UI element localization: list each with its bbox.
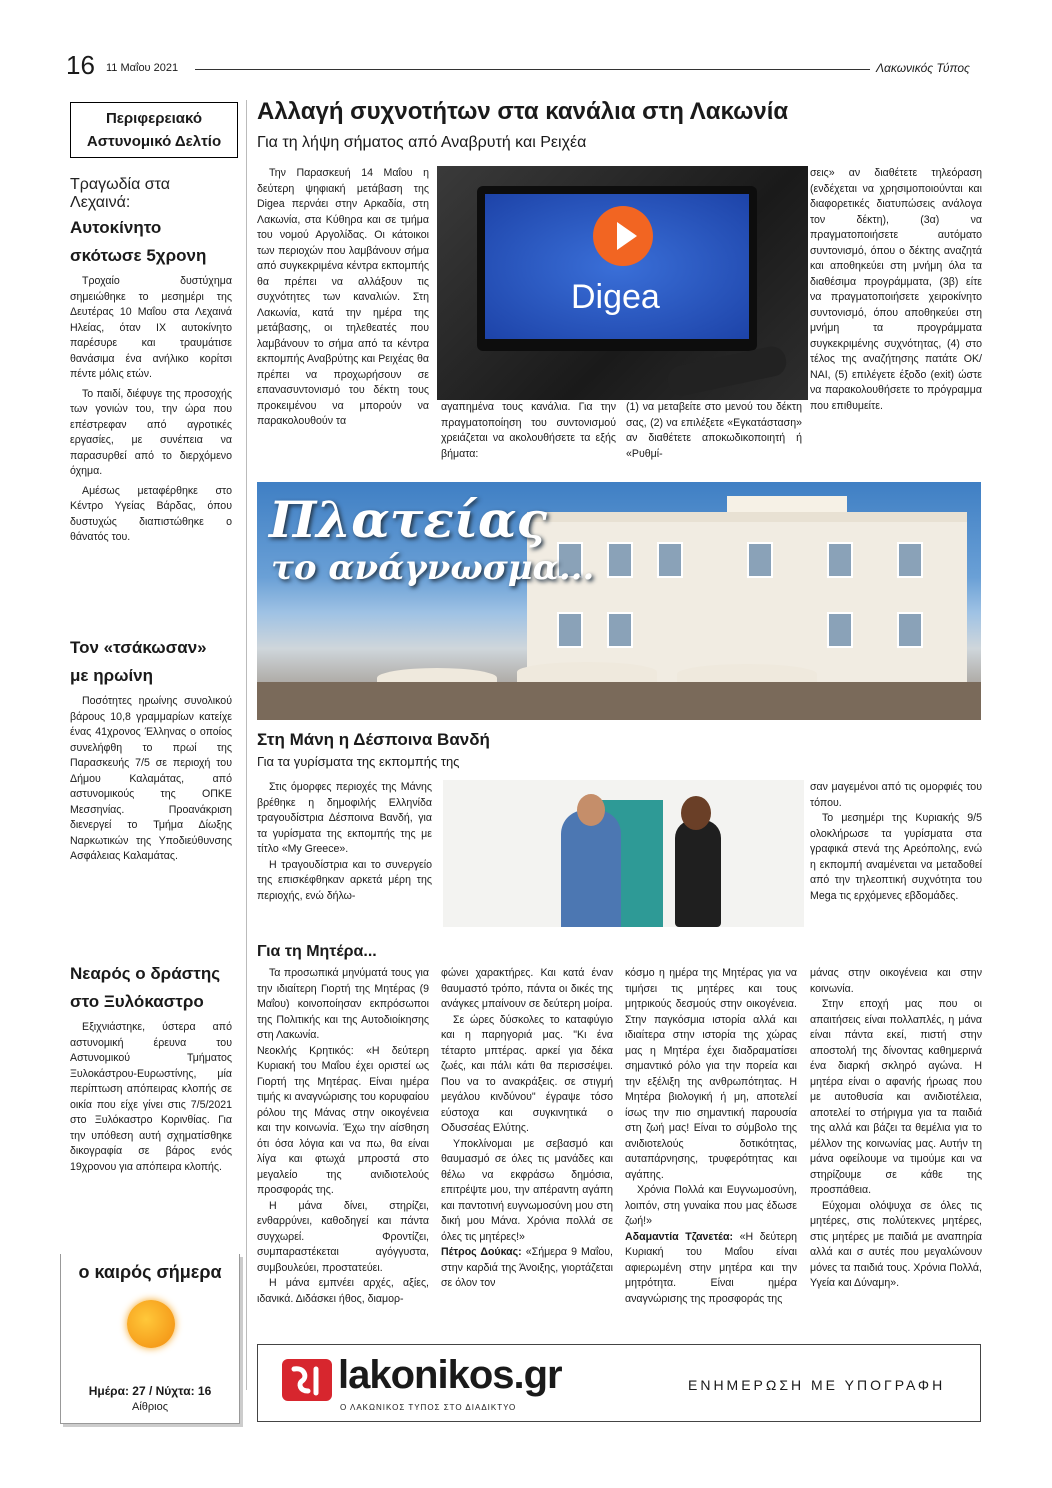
article-title-line: Τον «τσάκωσαν» [70, 638, 207, 657]
building-shape [527, 512, 967, 682]
article-paragraph: Νεοκλής Κρητικός: «Η δεύτερη Κυριακή του Μαΐου έχει οριστεί ως Γιορτή της Μητέρας. Είναι ημέρα τιμής κι αναγνώρισης του κορυφαίου ρόλου της Μάνας στην οικογένεια και την κοινωνία. Έχω την αίσθηση ότι όσα λόγια και να πω, θα είναι λίγα και φτωχά μπροστά στο μεγαλείο της ανιδιοτελούς προσφοράς της. [257, 1044, 429, 1196]
article-title-line: Νεαρός ο δράστης [70, 964, 221, 983]
mothers-headline: Για τη Μητέρα... [257, 943, 377, 960]
mothers-column-4 [810, 966, 982, 1292]
ground-shape [257, 682, 981, 720]
speaker-name: Πέτρος Δούκας: [441, 1246, 522, 1258]
banner-title-line1: Πλατείας [269, 490, 547, 549]
article-paragraph: «Η δεύτερη Κυριακή του Μαΐου είναι αφιερωμένη στην μητέρα και την μητρότητα. Είναι ημέρα αναγνώρισης της προσφοράς της [625, 1230, 797, 1305]
lakonikos-logo-subtitle: Ο ΛΑΚΩΝΙΚΟΣ ΤΥΠΟΣ ΣΤΟ ΔΙΑΔΙΚΤΥΟ [340, 1403, 517, 1412]
lakonikos-logo-icon [282, 1359, 332, 1401]
article-paragraph: Το παιδί, διέφυγε της προσοχής των γονιών του, την ώρα που επέστρεφαν από αγροτικές εργασίες, με συνέπεια να παρασυρθεί από το διερχόμενο όχημα. [70, 387, 232, 477]
article-paragraph: Τροχαίο δυστύχημα σημειώθηκε το μεσημέρι της Δευτέρας 10 Μαΐου στα Λεχαινά Ηλείας, όταν ΙΧ αυτοκίνητο παρέσυρε και τραυμάτισε θανάσιμα ένα ανήλικο κορίτσι πέντε μόλις ετών. [70, 275, 232, 380]
police-article-1 [70, 176, 232, 546]
mani-subhead: Για τα γυρίσματα της εκπομπής της [257, 754, 460, 769]
article-paragraph: Εύχομαι ολόψυχα σε όλες τις μητέρες, στις πολύτεκνες μητέρες, στις μητέρες με παιδιά με αναπηρία αλλά και σ αυτές που μεγαλώνουν μόνες τα παιδιά τους. Χρόνια Πολλά, Υγεία και Δύναμη». [810, 1199, 982, 1289]
article-title-line: με ηρωίνη [70, 666, 154, 685]
article-paragraph: «Σήμερα 9 Μαΐου, στην καρδιά της Άνοιξης, γιορτάζεται σε όλον τον [441, 1246, 613, 1289]
article-title-line: στο Ξυλόκαστρο [70, 992, 204, 1011]
play-icon [617, 222, 637, 250]
digea-column-2 [441, 400, 616, 462]
mani-column-1 [257, 780, 432, 904]
weather-temperatures: Ημέρα: 27 / Νύχτα: 16 [88, 1384, 212, 1398]
person-shape [561, 810, 621, 927]
window-shape [827, 542, 853, 578]
mothers-column-1 [257, 966, 429, 1307]
weather-condition: Αίθριος [131, 1401, 169, 1413]
article-paragraph: Αμέσως μεταφέρθηκε στο Κέντρο Υγείας Βάρδας, όπου δυστυχώς διαπιστώθηκε ο θάνατός του. [70, 484, 232, 543]
remote-control-shape [665, 344, 789, 398]
article-paragraph: Εξιχνιάστηκε, ύστερα από αστυνομική έρευνα του Αστυνομικού Τμήματος Ξυλοκάστρου-Ευρωστίνης, μία περίπτωση απόπειρας κλοπής σε οικία που είχε γίνει στις 7/5/2021 στο Ξυλόκαστρο Κορινθίας. Για την υπόθεση αυτή σχηματίσθηκε δικογραφία σε βάρος ενός 19χρονου για απόπειρα κλοπής. [70, 1021, 232, 1173]
person-head-shape [577, 794, 605, 826]
article-title-line: Αυτοκίνητο [70, 218, 162, 237]
mani-headline: Στη Μάνη η Δέσποινα Βανδή [257, 730, 490, 749]
column-divider [246, 100, 247, 1390]
police-article-3 [70, 960, 232, 1175]
tv-screen [485, 194, 749, 339]
publication-name: Λακωνικός Τύπος [876, 61, 970, 75]
lakonikos-ad[interactable] [257, 1344, 981, 1422]
article-paragraph: Υποκλίνομαι με σεβασμό και θαυμασμό σε όλες τις μανάδες και θέλω να εκφράσω δημόσια, επιτρέψτε μου, την απέραντη αγάπη και παντοτινή ευγνωμοσύνη μου στη δική μου Μάνα. Χρόνια πολλά σε όλες τις μητέρες!» [441, 1137, 613, 1243]
article-paragraph: αγαπημένα τους κανάλια. Για την πραγματοποίηση του συντονισμού χρειάζεται να ακολουθήσετε τα εξής βήματα: [441, 401, 616, 460]
umbrella-shape [677, 664, 817, 684]
digea-logo-icon [593, 206, 653, 266]
digea-logo-text: Digea [571, 278, 660, 316]
tv-shape [477, 186, 757, 351]
mani-column-2 [810, 780, 982, 904]
article-paragraph: Η τραγουδίστρια και το συνεργείο της επισκέφθηκαν αρκετά μέρη της περιοχής, ενώ δήλω- [257, 858, 432, 902]
article-paragraph: Σε ώρες δύσκολες το καταφύγιο και η παρηγοριά μας. "Κι ένα τέταρτο μπτέρας. αρκεί για δέκα ζωές, και πάλι κάτι θα περισσέψει. Που να το ανακράξεις. σε στιγμή μεγάλου κινδύνου" έγραψε τόσο εύστοχα και συγκινητικά ο Οδυσσέας Ελύτης. [441, 1013, 613, 1134]
window-shape [897, 542, 923, 578]
digea-column-4 [810, 166, 982, 414]
article-title-line: σκότωσε 5χρονη [70, 246, 207, 265]
issue-date: 11 Μαΐου 2021 [106, 62, 179, 74]
digea-headline: Αλλαγή συχνοτήτων στα κανάλια στη Λακωνία [257, 98, 789, 125]
header-rule [195, 69, 870, 70]
digea-column-3 [626, 400, 802, 462]
article-paragraph: φώνει χαρακτήρες. Και κατά έναν θαυμαστό τρόπο, πάντα οι δικές της ανάγκες μπαίνουν σε δεύτερη μοίρα. [441, 967, 613, 1010]
digea-column-1 [257, 166, 429, 430]
police-article-2 [70, 634, 232, 865]
article-paragraph: Το μεσημέρι της Κυριακής 9/5 ολοκλήρωσε τα γυρίσματα στα γραφικά στενά της Αρεόπολης, ενώ η εκπομπή αναμένεται να μεταδοθεί από την τηλεοπτική συχνότητα του Mega τις ερχόμενες εβδομάδες. [810, 812, 982, 902]
article-paragraph: Στις όμορφες περιοχές της Μάνης βρέθηκε η δημοφιλής Ελληνίδα τραγουδίστρια Δέσποινα Βανδή, για τα γυρίσματα της εκπομπής της με τίτλο «My Greece». [257, 781, 432, 855]
article-paragraph: Τα προσωπικά μηνύματά τους για την ιδιαίτερη Γιορτή της Μητέρας (9 Μαΐου) κοινοποίησαν εκπρόσωποι της Πολιτικής και της Αυτοδιοίκησης στη Λακωνία. [257, 967, 429, 1041]
window-shape [657, 542, 683, 578]
article-paragraph: Η μάνα εμπνέει αρχές, αξίες, ιδανικά. Διδάσκει ήθος, διαμορ- [257, 1277, 429, 1305]
mothers-column-2 [441, 966, 613, 1292]
article-paragraph: σεις» αν διαθέτετε τηλεόραση (ενδέχεται να χρησιμοποιούνται και διαφορετικές διατυπώσεις ανάλογα τον δέκτη), (3α) να πραγματοποιήσετε αυτόματο συντονισμό, όπου ο δέκτης αναζητά και αποθηκεύει στη μνήμη όλα τα διαθέσιμα προγράμματα, (3β) είτε να πραγματοποιήσετε χειροκίνητο συντονισμό, όπου αποθηκεύει στη μνήμη τα προγράμματα συγκεκριμένης συχνότητας, (4) στο τέλος της αναζήτησης πατάτε ΟΚ/ ΝΑΙ, (5) επιλέγετε έξοδο (exit) ώστε να παρακολουθήσετε το πρόγραμμα που επιθυμείτε. [810, 167, 982, 412]
vandi-photo [443, 780, 804, 927]
article-paragraph: σαν μαγεμένοι από τις ομορφιές του τόπου. [810, 781, 982, 809]
window-shape [827, 612, 853, 648]
person-head-shape [681, 796, 711, 830]
article-paragraph: Στην εποχή μας που οι απαιτήσεις είναι πολλαπλές, η μάνα είναι πάντα εκεί, πιστή στην αποστολή της δίνοντας καθημερινά ένα διαρκή σκληρό αγώνα. Η μητέρα είναι ο αφανής ήρωας που με αυτοθυσία και ανιδιοτέλεια, αποτελεί το στήριγμα για τα παιδιά της αλλά και βάζει τα θεμέλια για το μέλλον της κοινωνίας μας. Αυτήν τη μάνα οφείλουμε να τιμούμε και να στηρίζουμε σε κάθε της προσπάθεια. [810, 998, 982, 1196]
window-shape [607, 542, 633, 578]
article-kicker: Τραγωδία στα Λεχαινά: [70, 176, 170, 211]
window-shape [607, 612, 633, 648]
page-number: 16 [66, 50, 95, 80]
police-box-line2: Αστυνομικό Δελτίο [86, 133, 222, 150]
window-shape [747, 542, 773, 578]
article-paragraph: Ποσότητες ηρωίνης συνολικού βάρους 10,8 γραμμαρίων κατείχε ένας 41χρονος Έλληνας ο οποίος συνελήφθη το πρωί της Παρασκευής 7/5 σε περιοχή του Δήμου Καλαμάτας, από αστυνομικούς της ΟΠΚΕ Μεσσηνίας. Προανάκριση διενεργεί το Τμήμα Δίωξης Ναρκωτικών της Υποδιεύθυνσης Ασφάλειας Καλαμάτας. [70, 695, 232, 862]
speaker-name: Αδαμαντία Τζανετέα: [625, 1230, 733, 1243]
lakonikos-logo-text: lakonikos.gr [338, 1353, 562, 1397]
article-paragraph: κόσμο η ημέρα της Μητέρας για να τιμήσει τις μητέρες και τους μητρικούς δεσμούς στην οικογένεια. Στην παγκόσμια ιστορία αλλά και ιδιαίτερα στην ιστορία της χώρας μας η Μητέρα έχει διαδραματίσει σημαντικό ρόλο για την πορεία και την εξέλιξη της ανθρωπότητας. Η Μητέρα βιολογική ή μη, αποτελεί ίσως την πιο σημαντική παρουσία στη ζωή μας! Είναι το σύμβολο της ανιδιοτελούς δοτικότητας, αυταπάρνησης, τρυφερότητας και αγάπης. [625, 967, 797, 1181]
banner-title-line2: το ανάγνωσμα... [271, 548, 595, 588]
police-bulletin-box [70, 102, 238, 158]
window-shape [557, 612, 583, 648]
article-paragraph: Η μάνα δίνει, στηρίζει, ενθαρρύνει, καθοδηγεί και πάντα συγχωρεί. Φροντίζει, συμπαραστέκεται αγόγγυστα, συμβουλεύει, προστατεύει. [257, 1199, 429, 1274]
person-shape [675, 820, 721, 927]
subscription-cta[interactable]: ΕΝΗΜΕΡΩΣΗ ΜΕ ΥΠΟΓΡΑΦΗ [688, 1377, 946, 1393]
umbrella-shape [517, 662, 657, 682]
digea-photo [437, 166, 808, 400]
window-shape [897, 612, 923, 648]
article-paragraph: Χρόνια Πολλά και Ευγνωμοσύνη, λοιπόν, στη γυναίκα που μας έδωσε ζωή!» [625, 1184, 797, 1227]
article-paragraph: (1) να μεταβείτε στο μενού του δέκτη σας, (2) να επιλέξετε «Εγκατάσταση» αν διαθέτετε αποκωδικοποιητή ή «Ρυθμί- [626, 401, 802, 460]
mothers-column-3 [625, 966, 797, 1307]
police-box-line1: Περιφερειακό [105, 110, 203, 127]
platia-banner [257, 482, 981, 720]
weather-title: ο καιρός σήμερα [78, 1262, 222, 1282]
digea-subhead: Για τη λήψη σήματος από Αναβρυτή και Ρειχέα [257, 134, 587, 151]
article-paragraph: Την Παρασκευή 14 Μαΐου η δεύτερη ψηφιακή μετάβαση της Digea περνάει στην Αρκαδία, στη Λακωνία, στα Κύθηρα και σε τμήμα του νομού Αργολίδας. Οι κάτοικοι των περιοχών που λαμβάνουν σήμα από συγκεκριμένα κέντρα εκπομπής θα πρέπει να αλλάξουν τις συχνότητες των καναλιών. Στη Λακωνία, κατά την ημέρα της μετάβασης, οι τηλεθεατές που λαμβάνουν το σήμα από τα κέντρα εκπομπής Αναβρύτης και Ρειχέας θα πρέπει να προχωρήσουν σε επανασυντονισμό του δέκτη τους προκειμένου να μπορούν να παρακολουθούν τα [257, 167, 429, 427]
sun-icon [127, 1300, 175, 1348]
article-paragraph: μάνας στην οικογένεια και στην κοινωνία. [810, 967, 982, 995]
